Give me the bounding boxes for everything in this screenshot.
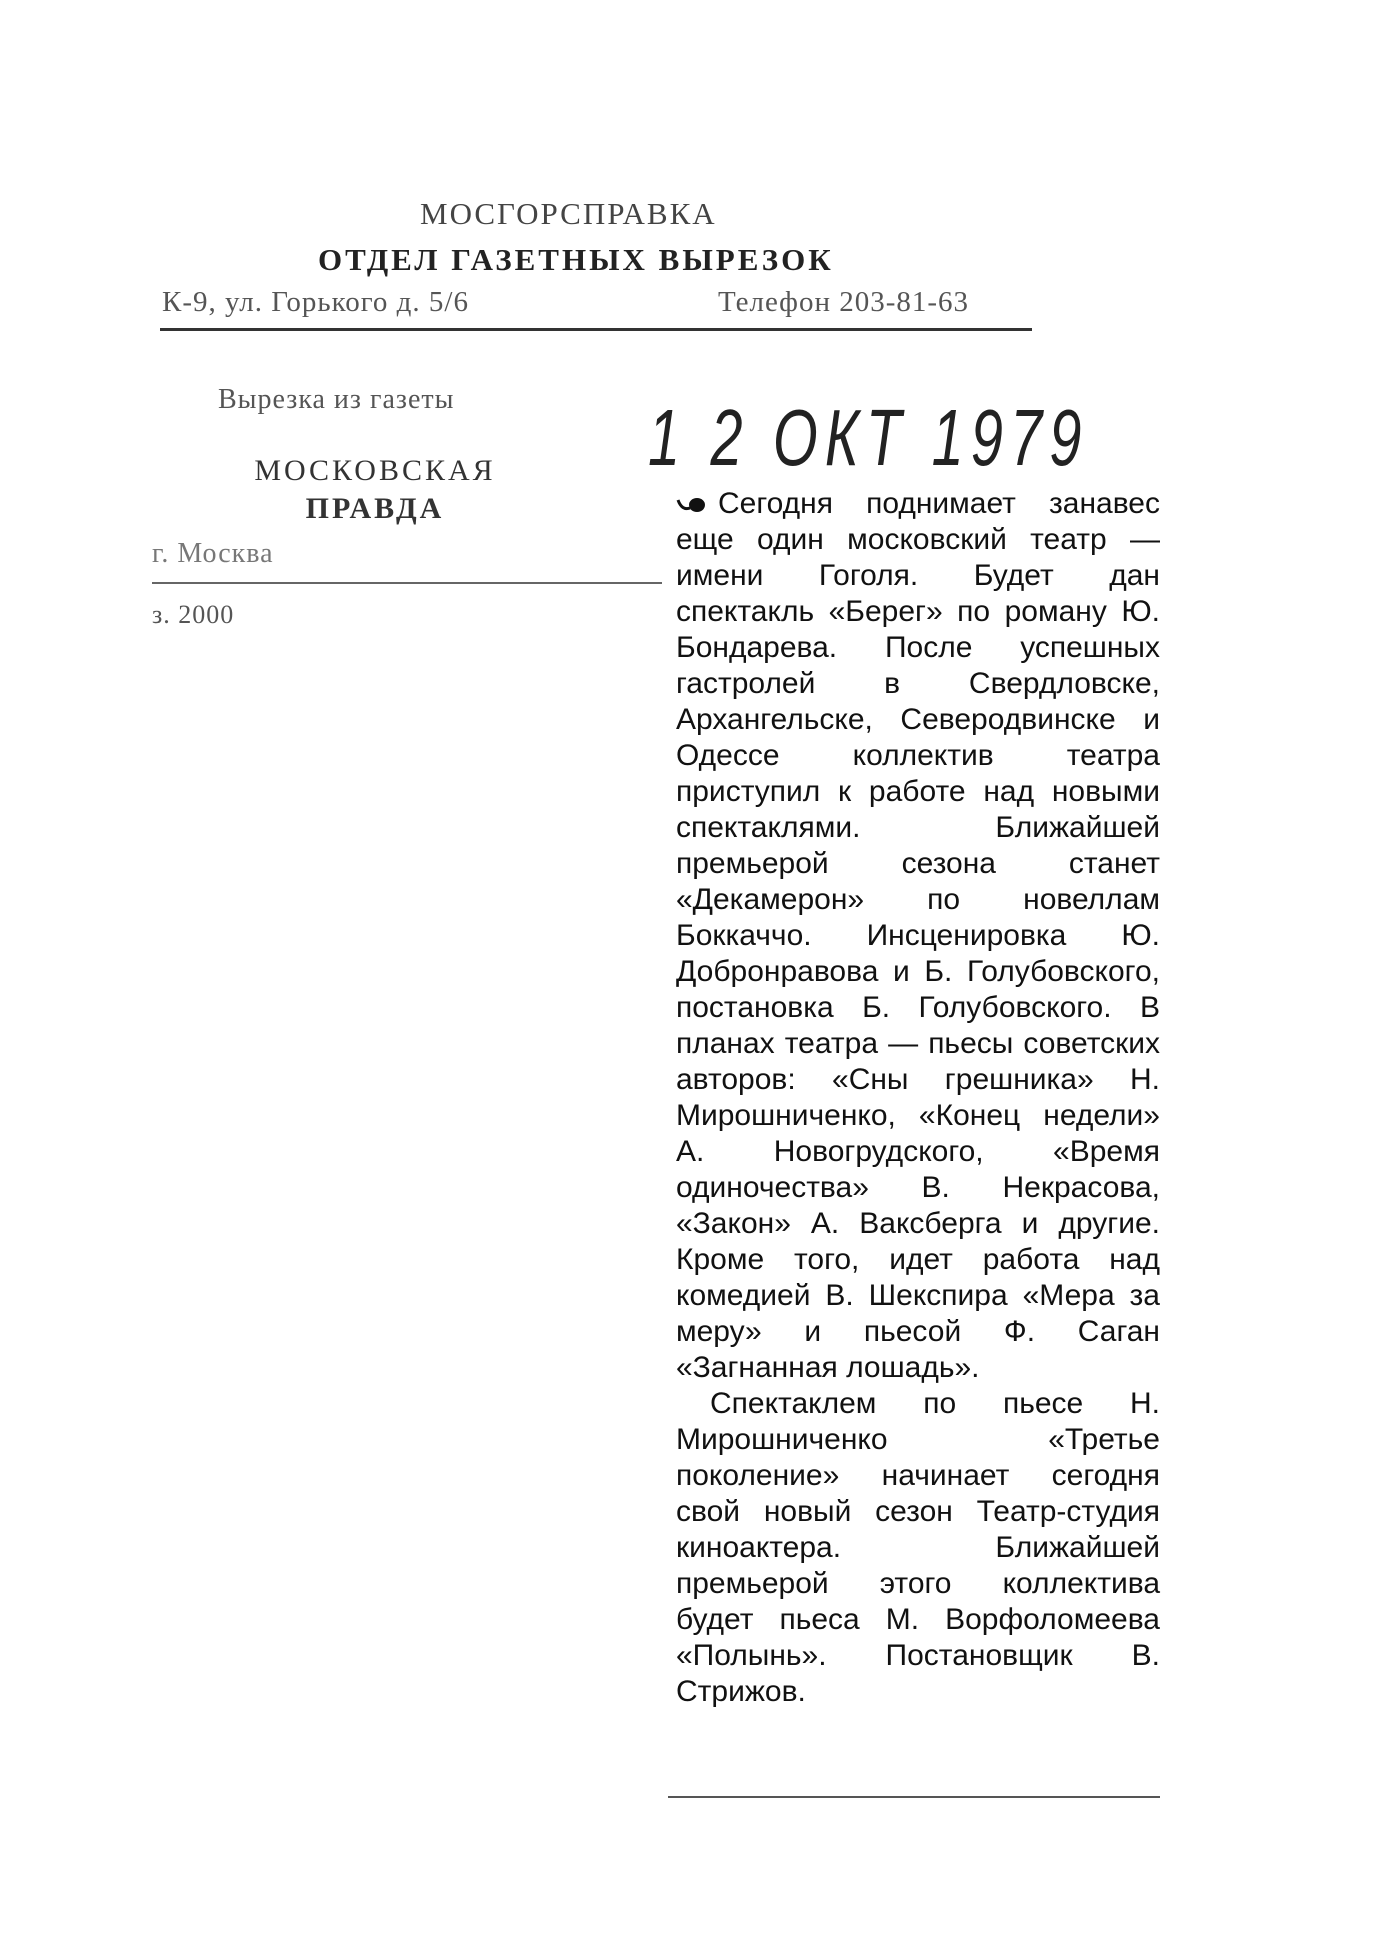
date-stamp: 1 2 ОКТ 1979 [648,393,1089,482]
city-divider [152,582,662,584]
article-paragraph-2: Спектаклем по пьесе Н. Мирошниченко «Третье поколение» начинает сегодня свой новый сезон Театр-студия киноактера. Ближайшей премьерой этого коллектива будет пьеса М. Ворфоломеева «Полынь». Постановщик В. Стрижов. [676,1387,1160,1708]
department-title: ОТДЕЛ ГАЗЕТНЫХ ВЫРЕЗОК [318,242,834,277]
clipping-label: Вырезка из газеты [218,384,455,415]
article-body [676,486,1160,1710]
agency-phone: Телефон 203-81-63 [718,286,970,318]
newspaper-name [230,452,520,528]
agency-title: МОСГОРСПРАВКА [420,196,717,231]
agency-address: К-9, ул. Горького д. 5/6 [162,286,469,318]
newspaper-name-line1: МОСКОВСКАЯ [254,454,496,487]
article-paragraph-1-text: Сегодня поднимает занавес еще один московский театр — имени Гоголя. Будет дан спектакль «Берег» по роману Ю. Бондарева. После успешных гастролей в Свердловске, Архангельске, Северодвинске и Одессе коллектив театра приступил к работе над новыми спектаклями. Ближайшей премьерой сезона станет «Декамерон» по новеллам Боккаччо. Инсценировка Ю. Добронравова и Б. Голубовского, постановка Б. Голубовского. В планах театра — пьесы советских авторов: «Сны грешника» Н. Мирошниченко, «Конец недели» А. Новогрудского, «Время одиночества» В. Некрасова, «Закон» А. Ваксберга и другие. Кроме того, идет работа над комедией В. Шекспира «Мера за меру» и пьесой Ф. Саган «Загнанная лошадь». [676,487,1160,1384]
header-divider [160,328,1032,331]
newspaper-city: г. Москва [152,538,274,569]
bullet-icon [676,497,706,513]
article-paragraph-1 [676,486,1160,1386]
order-number: з. 2000 [152,600,235,629]
newspaper-name-line2: ПРАВДА [305,492,445,525]
article-end-rule [668,1796,1160,1798]
